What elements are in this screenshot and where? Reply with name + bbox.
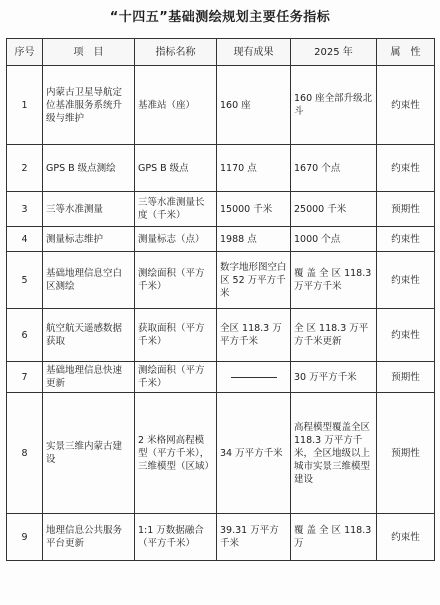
table-row [7, 514, 435, 561]
cell-target: 25000 千米 [291, 192, 377, 227]
cell-item: 测量标志维护 [43, 227, 135, 252]
cell-attribute: 约束性 [377, 145, 435, 192]
cell-no: 3 [7, 192, 43, 227]
cell-no: 5 [7, 252, 43, 309]
cell-attribute: 约束性 [377, 309, 435, 362]
header-existing: 现有成果 [217, 39, 291, 66]
cell-target: 覆 盖 全 区 118.3 万平方千米 [291, 252, 377, 309]
cell-item: 基础地理信息空白区测绘 [43, 252, 135, 309]
table-header-row [7, 39, 435, 66]
table-row [7, 66, 435, 145]
cell-attribute: 预期性 [377, 393, 435, 514]
table-row [7, 227, 435, 252]
cell-item: 基础地理信息快速更新 [43, 362, 135, 393]
cell-target: 1670 个点 [291, 145, 377, 192]
cell-item: 内蒙古卫星导航定位基准服务系统升级与维护 [43, 66, 135, 145]
cell-no: 7 [7, 362, 43, 393]
header-item: 项 目 [43, 39, 135, 66]
cell-item: 地理信息公共服务平台更新 [43, 514, 135, 561]
cell-existing: 160 座 [217, 66, 291, 145]
header-no: 序号 [7, 39, 43, 66]
table-row [7, 309, 435, 362]
cell-indicator: 1:1 万数据融合（平方千米） [135, 514, 217, 561]
cell-indicator: 2 米格网高程模型（平方千米），三维模型（区域） [135, 393, 217, 514]
cell-no: 1 [7, 66, 43, 145]
cell-attribute: 约束性 [377, 66, 435, 145]
cell-existing-empty [217, 362, 291, 393]
table-row [7, 145, 435, 192]
cell-indicator: 测绘面积（平方千米） [135, 252, 217, 309]
cell-existing: 15000 千米 [217, 192, 291, 227]
cell-target: 160 座全部升级北斗 [291, 66, 377, 145]
header-attribute: 属 性 [377, 39, 435, 66]
task-indicator-table [6, 38, 435, 561]
cell-indicator: 基准站（座） [135, 66, 217, 145]
cell-attribute: 约束性 [377, 514, 435, 561]
cell-existing: 1170 点 [217, 145, 291, 192]
header-target-2025: 2025 年 [291, 39, 377, 66]
cell-target: 全 区 118.3 万平方千米更新 [291, 309, 377, 362]
table-row [7, 252, 435, 309]
cell-attribute: 预期性 [377, 192, 435, 227]
cell-target: 高程模型覆盖全区 118.3 万平方千米，全区地级以上城市实景三维模型建设 [291, 393, 377, 514]
cell-item: 三等水准测量 [43, 192, 135, 227]
cell-existing: 34 万平方千米 [217, 393, 291, 514]
cell-no: 4 [7, 227, 43, 252]
header-indicator: 指标名称 [135, 39, 217, 66]
cell-target: 覆 盖 全 区 118.3 万 [291, 514, 377, 561]
cell-no: 9 [7, 514, 43, 561]
cell-existing: 1988 点 [217, 227, 291, 252]
cell-indicator: 三等水准测量长度（千米） [135, 192, 217, 227]
table-row [7, 393, 435, 514]
cell-attribute: 约束性 [377, 252, 435, 309]
cell-existing: 全区 118.3 万平方千米 [217, 309, 291, 362]
dash-mark [231, 377, 277, 378]
cell-target: 1000 个点 [291, 227, 377, 252]
table-row [7, 362, 435, 393]
cell-item: 航空航天遥感数据获取 [43, 309, 135, 362]
cell-attribute: 约束性 [377, 227, 435, 252]
cell-existing: 39.31 万平方千米 [217, 514, 291, 561]
cell-item: GPS B 级点测绘 [43, 145, 135, 192]
cell-indicator: 测量标志（点） [135, 227, 217, 252]
cell-existing: 数字地形图空白区 52 万平方千米 [217, 252, 291, 309]
cell-no: 2 [7, 145, 43, 192]
document-title: “十四五”基础测绘规划主要任务指标 [109, 10, 331, 25]
cell-no: 8 [7, 393, 43, 514]
cell-indicator: 测绘面积（平方千米） [135, 362, 217, 393]
cell-no: 6 [7, 309, 43, 362]
table-row [7, 192, 435, 227]
cell-target: 30 万平方千米 [291, 362, 377, 393]
cell-attribute: 预期性 [377, 362, 435, 393]
cell-indicator: GPS B 级点 [135, 145, 217, 192]
cell-indicator: 获取面积（平方千米） [135, 309, 217, 362]
cell-item: 实景三维内蒙古建设 [43, 393, 135, 514]
